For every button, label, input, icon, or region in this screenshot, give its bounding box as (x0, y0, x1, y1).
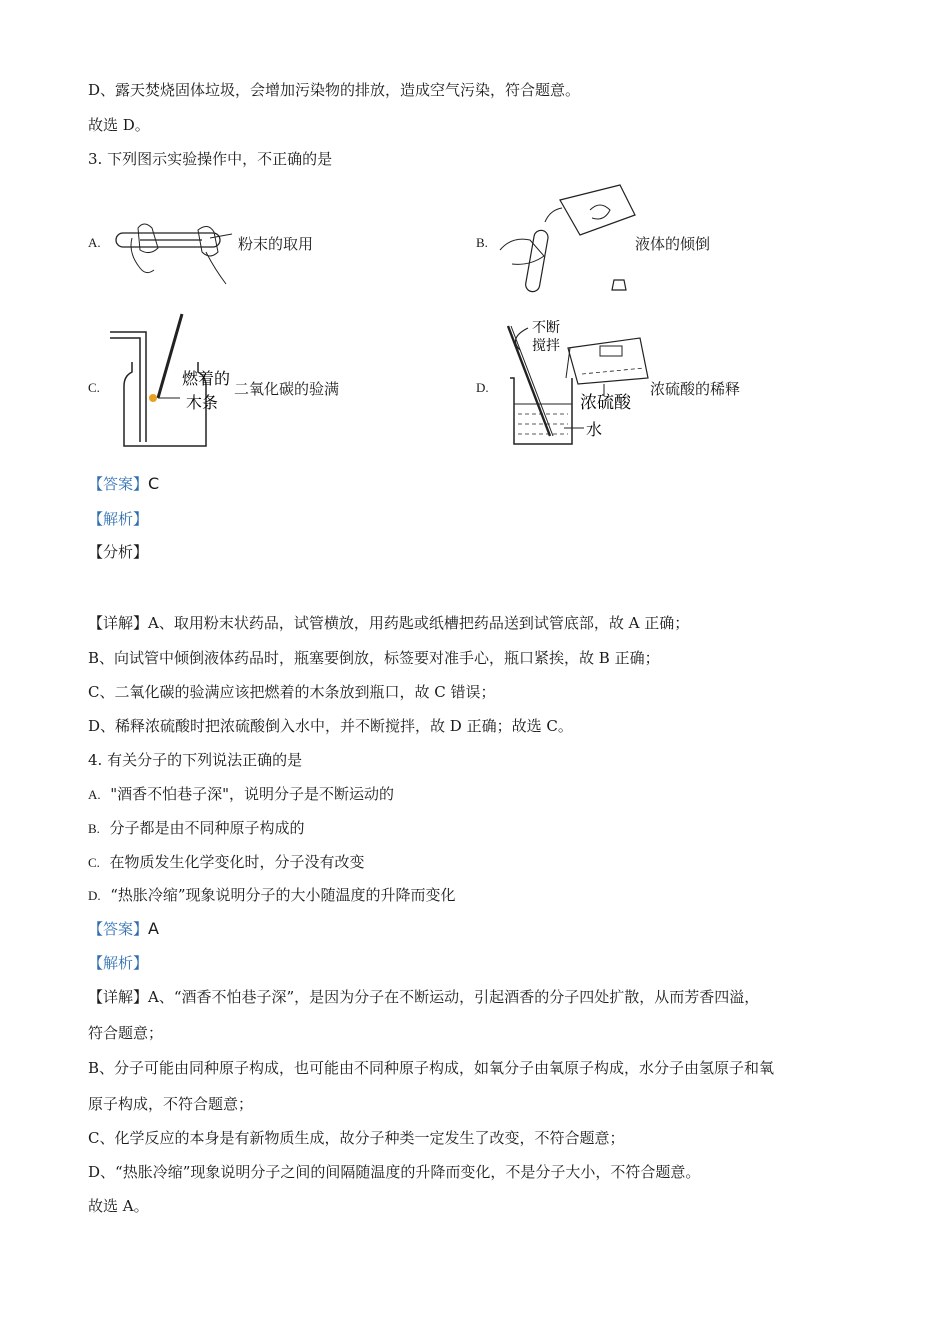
option-c-caption: 二氧化碳的验满 (234, 380, 340, 398)
co2-bottle-figure (110, 312, 240, 452)
answer-tag: 【答案】 (88, 475, 149, 493)
detail-text: A、取用粉末状药品，试管横放，用药匙或纸槽把药品送到试管底部，故 A 正确； (148, 614, 690, 632)
powder-tube-figure (110, 208, 235, 288)
answer-row (88, 474, 159, 494)
question-4-title: 4. 有关分子的下列说法正确的是 (88, 751, 303, 769)
option-a-letter: A. (88, 235, 101, 250)
option-text: 分子都是由不同种原子构成的 (109, 819, 305, 837)
option-letter: A. (88, 787, 101, 802)
answer-value: C (148, 474, 160, 493)
option-a-caption: 粉末的取用 (238, 235, 314, 253)
detail-row (88, 987, 759, 1007)
option-row (88, 818, 304, 839)
question-3-title: 3. 下列图示实验操作中，不正确的是 (88, 150, 333, 168)
detail-text: C、二氧化碳的验满应该把燃着的木条放到瓶口，故 C 错误； (88, 683, 496, 701)
burning-stick-label: 燃着的 (182, 369, 231, 388)
option-text: “热胀冷缩”现象说明分子的大小随温度的升降而变化 (110, 886, 456, 904)
option-letter: B. (88, 821, 100, 836)
detail-text: D、稀释浓硫酸时把浓硫酸倒入水中，并不断搅拌，故 D 正确；故选 C。 (88, 717, 573, 735)
stir-label-2: 搅拌 (532, 338, 560, 354)
option-c-letter: C. (88, 380, 100, 395)
detail-text: A、“酒香不怕巷子深”，是因为分子在不断运动，引起酒香的分子四处扩散，从而芳香四溢， (148, 988, 760, 1006)
detail-row (88, 613, 689, 633)
acid-label: 浓硫酸 (580, 393, 631, 413)
acid-dilution-figure (500, 318, 650, 448)
text-line: 故选 D。 (88, 116, 150, 134)
stick-label: 木条 (186, 393, 219, 412)
analysis-tag: 【解析】 (88, 510, 149, 528)
detail-tag: 【详解】 (88, 988, 149, 1006)
option-letter: C. (88, 855, 100, 870)
option-row (88, 885, 456, 906)
detail-text: D、“热胀冷缩”现象说明分子之间的间隔随温度的升降而变化，不是分子大小，不符合题意。 (88, 1163, 701, 1181)
answer-tag: 【答案】 (88, 920, 149, 938)
option-text: 在物质发生化学变化时，分子没有改变 (109, 853, 365, 871)
conclusion-text: 故选 A。 (88, 1197, 149, 1215)
detail-text: 原子构成，不符合题意； (88, 1095, 254, 1113)
answer-row (88, 919, 159, 939)
stir-label-1: 不断 (532, 320, 560, 336)
option-d-letter: D. (476, 380, 489, 395)
option-text: "酒香不怕巷子深"，说明分子是不断运动的 (110, 785, 394, 803)
water-label: 水 (586, 420, 603, 439)
text-line: D、露天焚烧固体垃圾，会增加污染物的排放，造成空气污染，符合题意。 (88, 81, 581, 99)
answer-value: A (148, 919, 159, 938)
option-row (88, 852, 364, 873)
option-letter: D. (88, 888, 101, 903)
option-row (88, 784, 394, 805)
detail-text: B、分子可能由同种原子构成，也可能由不同种原子构成，如氧分子由氧原子构成，水分子由氢原子和氧 (88, 1059, 775, 1077)
detail-text: B、向试管中倾倒液体药品时，瓶塞要倒放，标签要对准手心，瓶口紧挨，故 B 正确； (88, 649, 660, 667)
option-b-letter: B. (476, 235, 488, 250)
liquid-pour-figure (500, 180, 640, 300)
analysis-tag: 【解析】 (88, 954, 149, 972)
detail-text: 符合题意； (88, 1024, 164, 1042)
detail-text: C、化学反应的本身是有新物质生成，故分子种类一定发生了改变，不符合题意； (88, 1129, 625, 1147)
option-b-caption: 液体的倾倒 (635, 235, 711, 253)
option-d-caption: 浓硫酸的稀释 (650, 380, 741, 398)
fenxi-tag: 【分析】 (88, 543, 149, 561)
detail-tag: 【详解】 (88, 614, 149, 632)
